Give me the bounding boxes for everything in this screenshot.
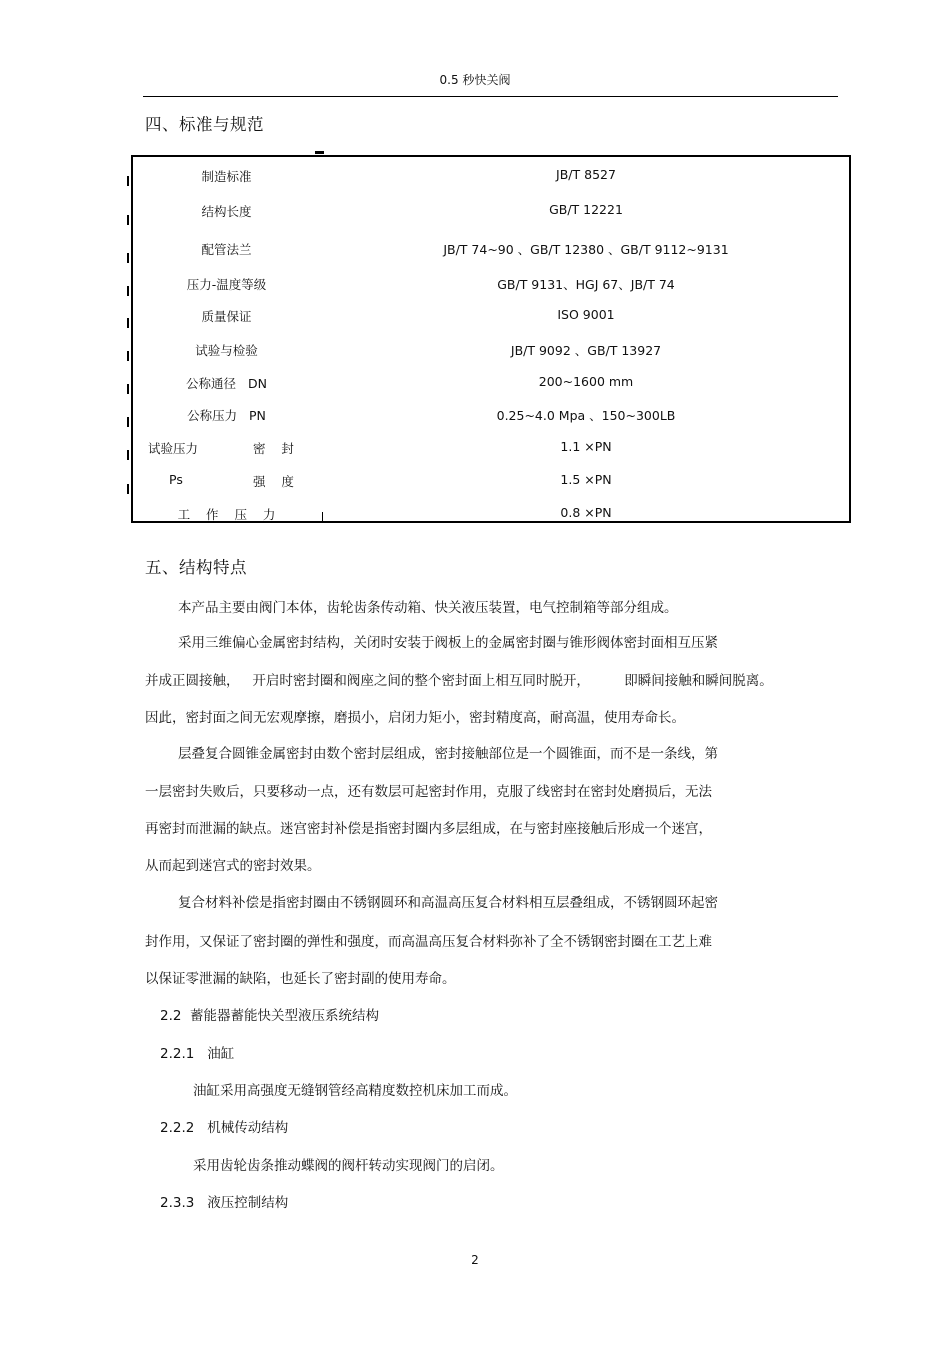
table-edge-mark [127, 484, 129, 494]
subsection-heading: 2.2.2 机械传动结构 [160, 1120, 289, 1136]
row-value: GB/T 9131、HGJ 67、JB/T 74 [497, 277, 675, 292]
page-number: 2 [471, 1253, 479, 1267]
table-edge-mark [127, 417, 129, 427]
paragraph-line: 复合材料补偿是指密封圈由不锈钢圆环和高温高压复合材料相互层叠组成，不锈钢圆环起密 [178, 895, 718, 911]
row-value: 1.5 ×PN [560, 472, 612, 487]
table-edge-mark [127, 286, 129, 296]
row-label: 制造标准 [201, 169, 252, 184]
row-label: 公称通径 DN [186, 376, 267, 391]
row-label: 试验与检验 [195, 343, 258, 358]
row-value: JB/T 9092 、GB/T 13927 [510, 343, 662, 358]
paragraph-line: 一层密封失败后，只要移动一点，还有数层可起密封作用，克服了线密封在密封处磨损后，无法 [145, 784, 712, 800]
row-value: JB/T 8527 [556, 167, 616, 182]
subsection-heading: 2.2.1 油缸 [160, 1046, 235, 1062]
row-value: 0.8 ×PN [560, 505, 612, 520]
table-edge-mark [127, 351, 129, 361]
paragraph-line: 从而起到迷宫式的密封效果。 [145, 858, 321, 874]
table-edge-mark [127, 176, 129, 186]
table-edge-mark [127, 215, 129, 225]
table-edge-mark [127, 450, 129, 460]
paragraph-line: 本产品主要由阀门本体，齿轮齿条传动箱、快关液压装置，电气控制箱等部分组成。 [178, 600, 678, 616]
row-label-sub: 强 度 [253, 474, 294, 489]
row-label-group: 试验压力 [148, 441, 199, 456]
paragraph-line: 再密封而泄漏的缺点。迷宫密封补偿是指密封圈内多层组成，在与密封座接触后形成一个迷宫， [145, 821, 712, 837]
table-edge-mark [127, 318, 129, 328]
section-4-heading: 四、标准与规范 [145, 115, 264, 134]
section-5-heading: 五、结构特点 [145, 558, 247, 577]
row-label: 配管法兰 [201, 242, 252, 257]
row-label: 结构长度 [201, 204, 252, 219]
running-header: 0.5 秒快关阀 [439, 73, 511, 87]
paragraph-line: 采用三维偏心金属密封结构，关闭时安装于阀板上的金属密封圈与锥形阀体密封面相互压紧 [178, 635, 718, 651]
table-edge-mark [127, 253, 129, 263]
row-label: 公称压力 PN [187, 408, 266, 423]
table-edge-mark [127, 384, 129, 394]
paragraph-line: 以保证零泄漏的缺陷，也延长了密封副的使用寿命。 [145, 971, 456, 987]
row-label-sub: 密 封 [253, 441, 294, 456]
paragraph-line: 并成正圆接触， 开启时密封圈和阀座之间的整个密封面上相互同时脱开， 即瞬间接触和瞬间脱离。 [145, 673, 773, 689]
table-top-mark [315, 151, 324, 154]
paragraph-line: 封作用，又保证了密封圈的弹性和强度，而高温高压复合材料弥补了全不锈钢密封圈在工艺上难 [145, 934, 712, 950]
row-value: JB/T 74~90 、GB/T 12380 、GB/T 9112~9131 [443, 242, 729, 257]
row-label-group: Ps [169, 472, 183, 487]
paragraph-line: 因此，密封面之间无宏观摩擦，磨损小，启闭力矩小，密封精度高，耐高温，使用寿命长。 [145, 710, 685, 726]
paragraph-line: 层叠复合圆锥金属密封由数个密封层组成，密封接触部位是一个圆锥面，而不是一条线，第 [178, 746, 718, 762]
row-label: 压力-温度等级 [186, 277, 267, 292]
subsection-heading: 2.3.3 液压控制结构 [160, 1195, 289, 1211]
row-value: GB/T 12221 [549, 202, 623, 217]
paragraph-line: 采用齿轮齿条推动蝶阀的阀杆转动实现阀门的启闭。 [193, 1158, 504, 1174]
standards-table [131, 155, 851, 523]
row-value: 1.1 ×PN [560, 439, 612, 454]
header-divider [143, 96, 838, 97]
paragraph-line: 油缸采用高强度无缝钢管经高精度数控机床加工而成。 [193, 1083, 517, 1099]
row-value: 200~1600 mm [538, 374, 634, 389]
row-label: 工 作 压 力 [177, 507, 276, 522]
row-value: ISO 9001 [557, 307, 615, 322]
row-value: 0.25~4.0 Mpa 、150~300LB [496, 408, 676, 423]
subsection-heading: 2.2 蓄能器蓄能快关型液压系统结构 [160, 1008, 380, 1024]
row-label: 质量保证 [201, 309, 252, 324]
